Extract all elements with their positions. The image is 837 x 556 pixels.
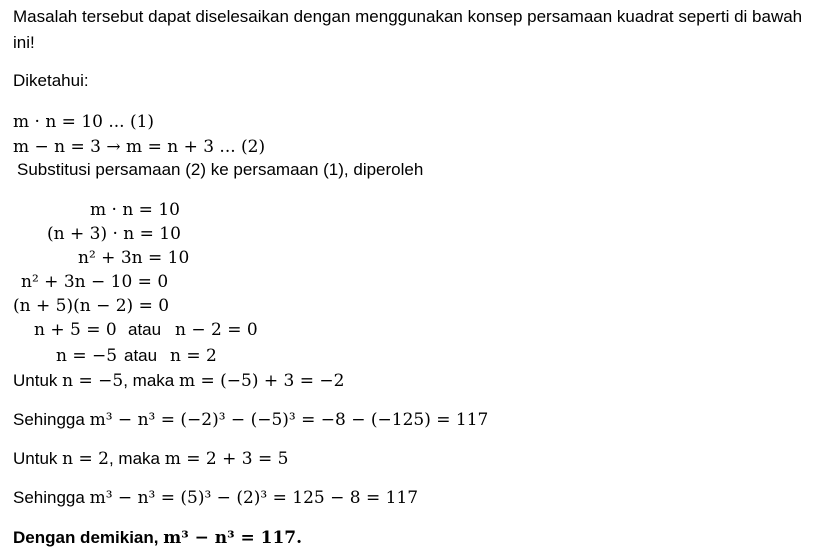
case-1 <box>13 369 344 393</box>
substitution-text: Substitusi persamaan (2) ke persamaan (1), diperoleh <box>17 160 424 179</box>
case-1-prefix: Untuk <box>13 371 58 390</box>
given-equation-1: m · n = 10 ... (1) <box>13 112 155 132</box>
case-1-mid: , maka <box>123 371 175 390</box>
calc-2 <box>13 486 418 510</box>
step-5: (n + 5)(n − 2) = 0 <box>13 296 170 316</box>
case-2-mid: , maka <box>108 449 161 468</box>
case-2-prefix: Untuk <box>13 449 58 468</box>
step-6-atau: atau <box>128 320 162 339</box>
step-4: n² + 3n − 10 = 0 <box>21 272 169 292</box>
calc-2-expression: m³ − n³ = (5)³ − (2)³ = 125 − 8 = 117 <box>89 488 419 508</box>
step-2: (n + 3) · n = 10 <box>47 224 181 244</box>
calc-1-expression: m³ − n³ = (−2)³ − (−5)³ = −8 − (−125) = 117 <box>89 410 489 430</box>
case-2-condition: n = 2 <box>62 449 109 469</box>
conclusion-prefix: Dengan demikian, <box>13 528 159 547</box>
step-6-right: n − 2 = 0 <box>175 320 258 340</box>
step-1: m · n = 10 <box>90 200 180 220</box>
intro-line-1: Masalah tersebut dapat diselesaikan dengan menggunakan konsep persamaan kuadrat seperti di bawah <box>13 7 803 26</box>
case-1-condition: n = −5 <box>62 371 124 391</box>
given-equation-2: m − n = 3 → m = n + 3 ... (2) <box>13 137 266 157</box>
step-6-left: n + 5 = 0 <box>34 320 117 340</box>
conclusion-expression: m³ − n³ = 117. <box>163 528 303 548</box>
case-2-result: m = 2 + 3 = 5 <box>164 449 289 469</box>
case-1-result: m = (−5) + 3 = −2 <box>178 371 345 391</box>
case-2 <box>13 447 288 471</box>
step-7-left: n = −5 <box>56 346 118 366</box>
calc-1-prefix: Sehingga <box>13 410 85 429</box>
calc-1 <box>13 408 488 432</box>
given-label: Diketahui: <box>13 71 89 90</box>
intro-line-2: ini! <box>13 33 35 52</box>
conclusion <box>13 526 302 550</box>
step-7-right: n = 2 <box>170 346 217 366</box>
calc-2-prefix: Sehingga <box>13 488 85 507</box>
step-3: n² + 3n = 10 <box>78 248 190 268</box>
step-7-atau: atau <box>124 346 158 365</box>
